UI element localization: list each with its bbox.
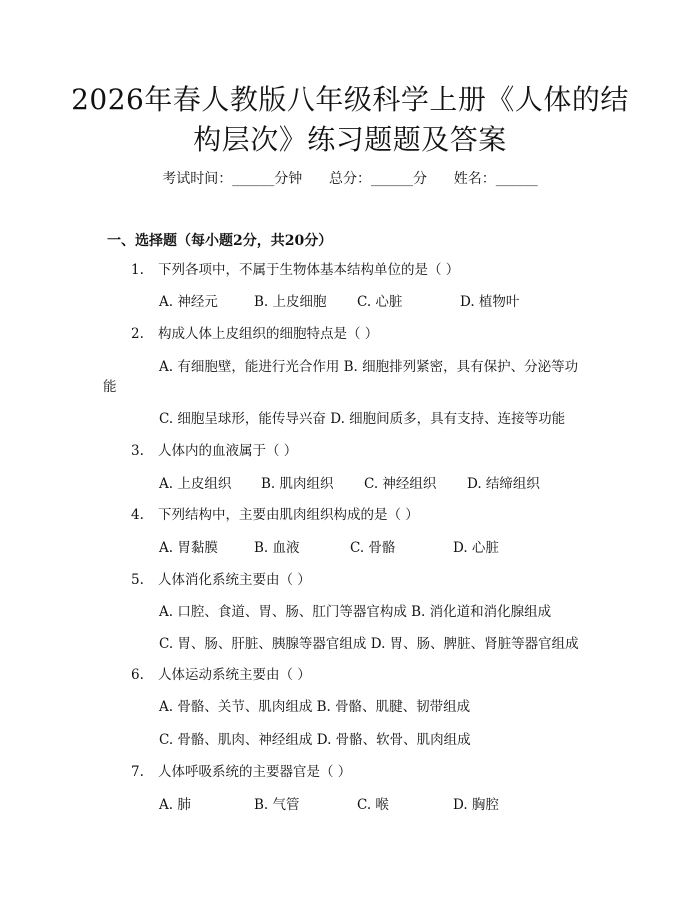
option-d: D. 结缔组织 bbox=[467, 476, 540, 492]
question-text: 人体运动系统主要由（ ） bbox=[158, 667, 311, 683]
option-c: C. 神经组织 bbox=[364, 476, 437, 492]
question-4 bbox=[131, 506, 419, 524]
page-title-line1: 2026年春人教版八年级科学上册《人体的结 bbox=[71, 83, 629, 116]
option-d: D. 植物叶 bbox=[460, 294, 520, 310]
question-7 bbox=[131, 763, 351, 781]
question-number: 7. bbox=[131, 764, 144, 780]
option-a: A. 上皮组织 bbox=[159, 476, 232, 492]
options-line-1: A. 有细胞壁，能进行光合作用 B. 细胞排列紧密，具有保护、分泌等功 bbox=[159, 359, 579, 375]
option-a: A. 神经元 bbox=[159, 294, 218, 310]
question-2 bbox=[131, 325, 378, 343]
question-number: 1. bbox=[131, 262, 144, 278]
question-text: 下列结构中，主要由肌肉组织构成的是（ ） bbox=[158, 507, 419, 523]
options-line-1-wrap: 能 bbox=[103, 379, 117, 395]
question-text: 人体呼吸系统的主要器官是（ ） bbox=[158, 764, 352, 780]
question-number: 4. bbox=[131, 507, 144, 523]
options-line-2: C. 骨骼、肌肉、神经组成 D. 骨骼、软骨、肌肉组成 bbox=[159, 732, 471, 748]
options-line-1: A. 骨骼、关节、肌肉组成 B. 骨骼、肌腱、韧带组成 bbox=[159, 699, 471, 715]
question-text: 人体内的血液属于（ ） bbox=[158, 443, 298, 459]
option-b: B. 气管 bbox=[254, 797, 300, 813]
section-heading-choice: 一、选择题（每小题2分，共20分） bbox=[107, 233, 333, 249]
option-b: B. 血液 bbox=[254, 540, 300, 556]
option-b: B. 肌肉组织 bbox=[261, 476, 334, 492]
options-line-2: C. 细胞呈球形，能传导兴奋 D. 细胞间质多，具有支持、连接等功能 bbox=[159, 411, 566, 427]
question-text: 下列各项中，不属于生物体基本结构单位的是（ ） bbox=[158, 262, 460, 278]
option-a: A. 胃黏膜 bbox=[159, 540, 218, 556]
exam-info-line: 考试时间：______分钟 总分：______分 姓名：______ bbox=[162, 171, 538, 187]
question-6 bbox=[131, 666, 311, 684]
option-d: D. 胸腔 bbox=[453, 797, 499, 813]
options-line-1: A. 口腔、食道、胃、肠、肛门等器官构成 B. 消化道和消化腺组成 bbox=[159, 604, 552, 620]
option-c: C. 骨骼 bbox=[350, 540, 396, 556]
option-b: B. 上皮细胞 bbox=[254, 294, 327, 310]
option-c: C. 心脏 bbox=[357, 294, 403, 310]
question-text: 人体消化系统主要由（ ） bbox=[158, 572, 311, 588]
question-number: 3. bbox=[131, 443, 144, 459]
question-3 bbox=[131, 442, 297, 460]
options-line-2: C. 胃、肠、肝脏、胰腺等器官组成 D. 胃、肠、脾脏、肾脏等器官组成 bbox=[159, 636, 579, 652]
option-d: D. 心脏 bbox=[453, 540, 499, 556]
option-c: C. 喉 bbox=[357, 797, 389, 813]
question-1 bbox=[131, 261, 459, 279]
page-title-line2: 构层次》练习题题及答案 bbox=[193, 123, 507, 156]
option-a: A. 肺 bbox=[159, 797, 191, 813]
question-number: 2. bbox=[131, 326, 144, 342]
question-number: 6. bbox=[131, 667, 144, 683]
question-number: 5. bbox=[131, 572, 144, 588]
question-5 bbox=[131, 571, 311, 589]
question-text: 构成人体上皮组织的细胞特点是（ ） bbox=[158, 326, 379, 342]
